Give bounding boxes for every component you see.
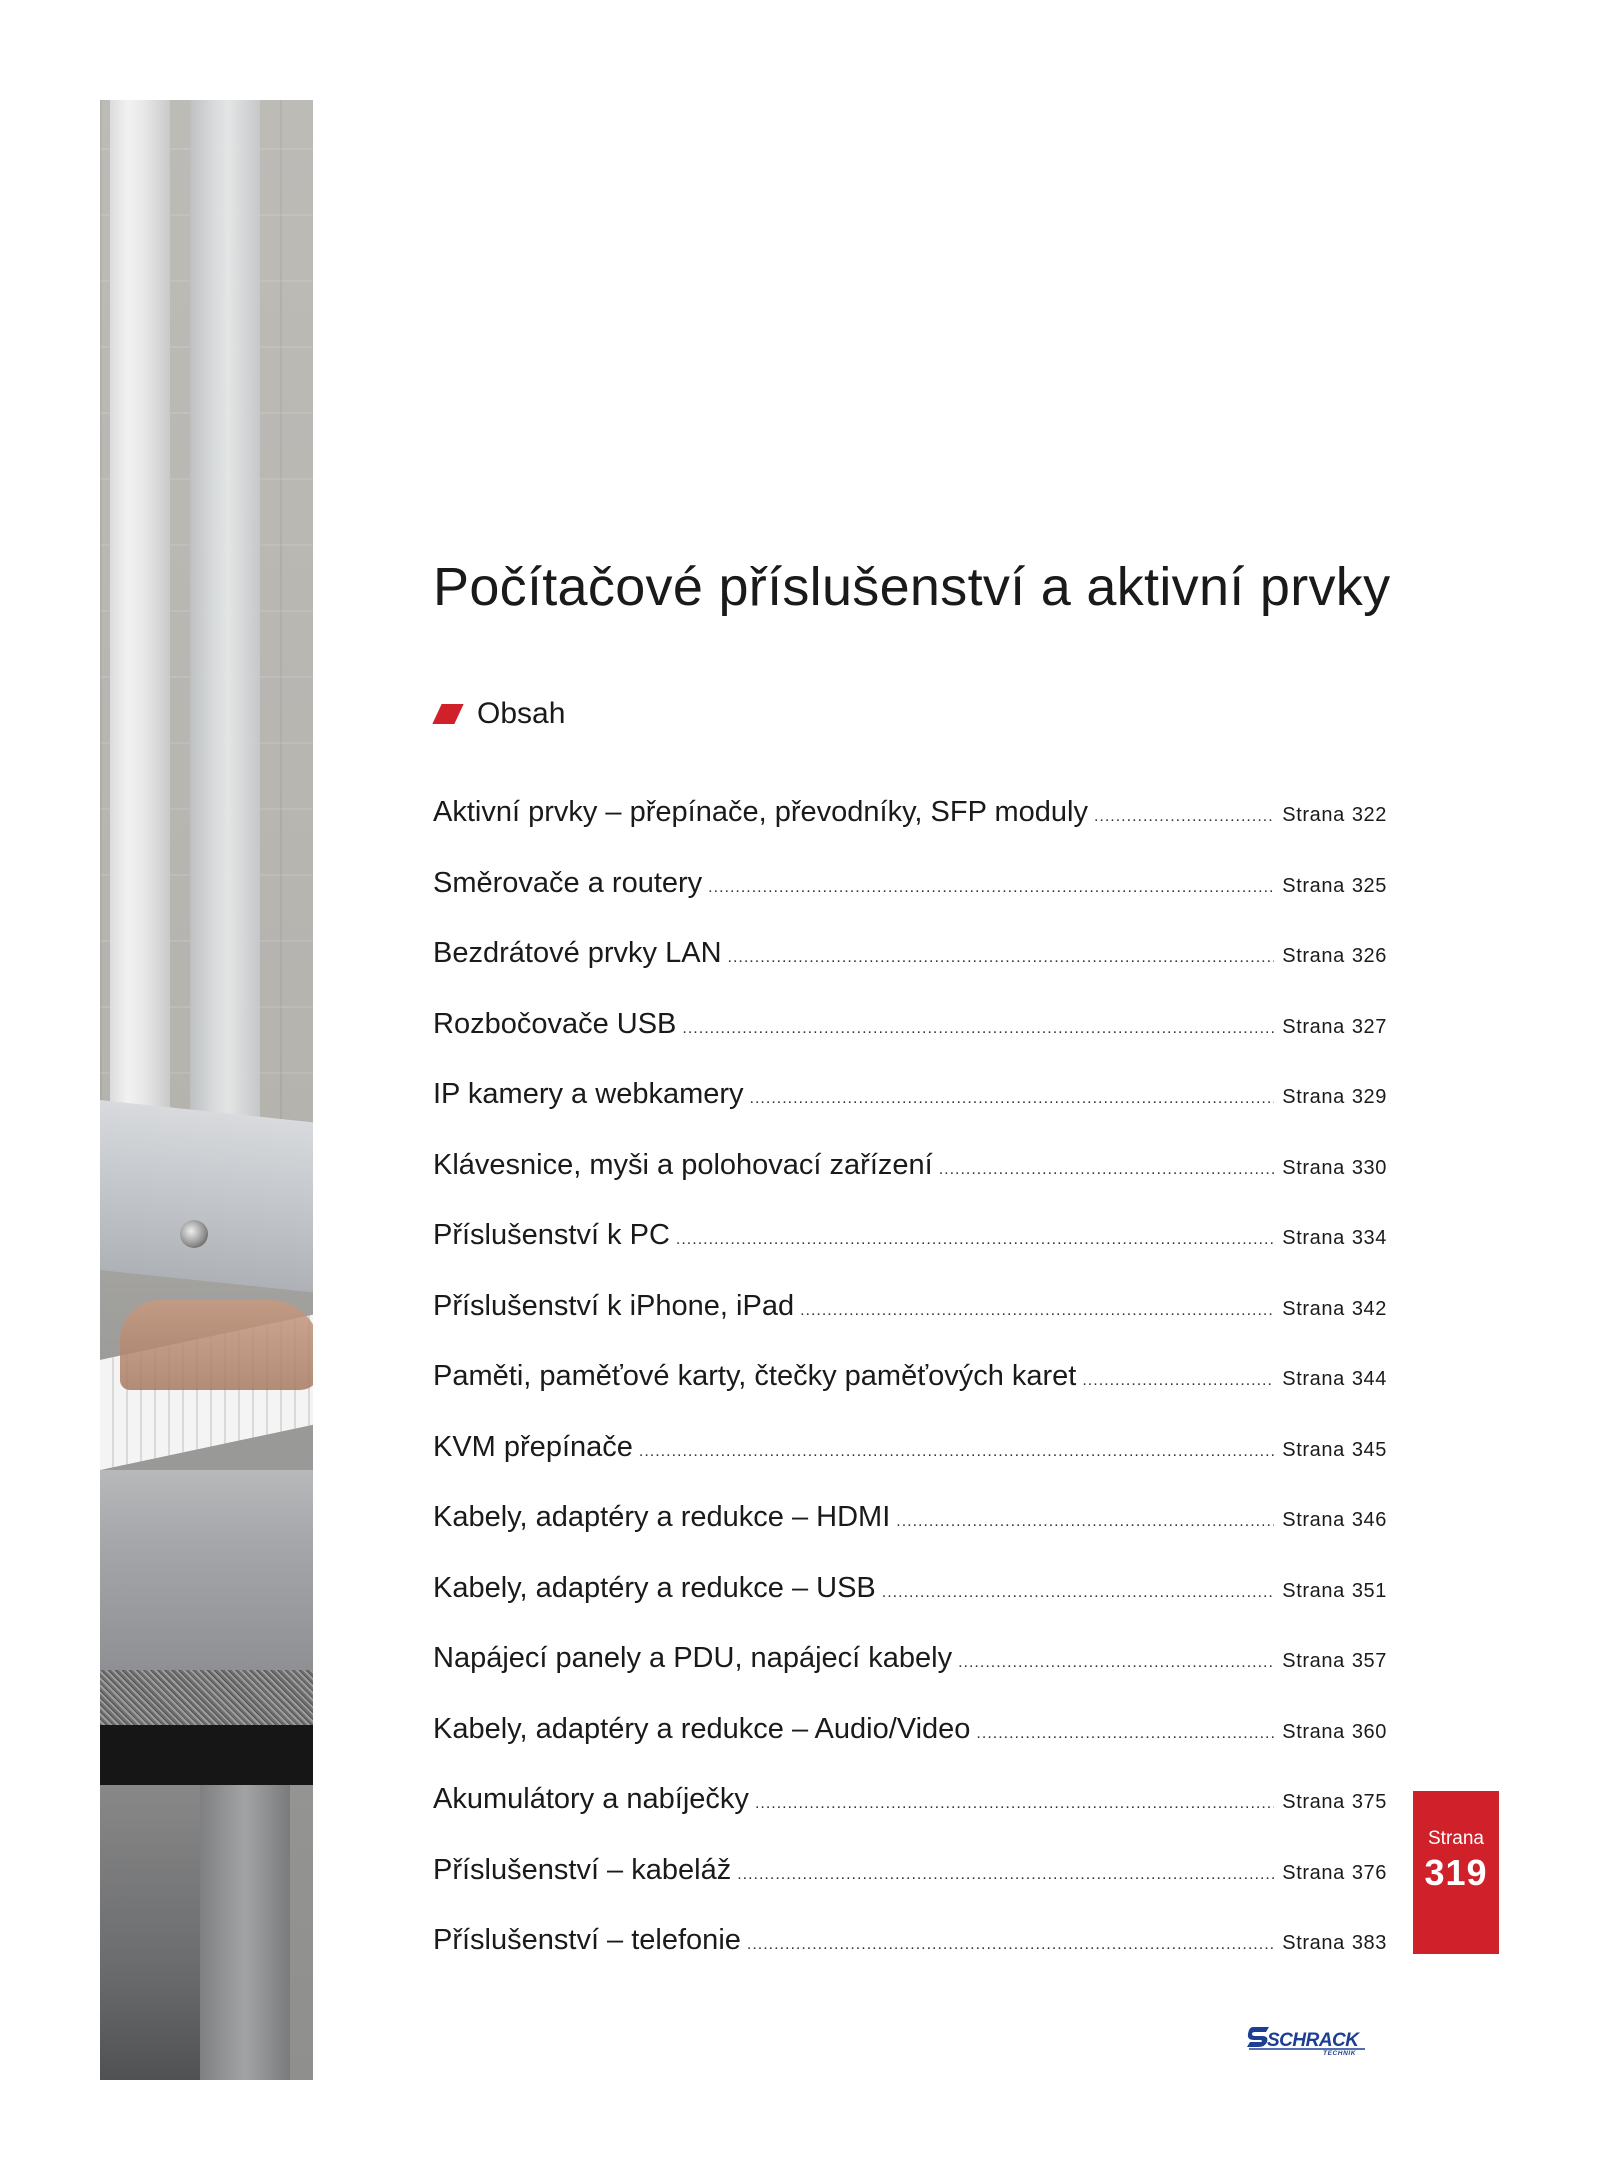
toc-page-ref (1274, 1157, 1387, 1180)
logo-subtext: TECHNIK (1323, 2050, 1357, 2057)
toc-page-number: 326 (1351, 945, 1387, 967)
toc-entry-title: Příslušenství k iPhone, iPad (433, 1289, 795, 1322)
toc-dot-leader (728, 950, 1275, 966)
toc-page-ref (1274, 1862, 1387, 1885)
toc-page-word: Strana (1282, 1579, 1345, 1602)
toc-page-number: 334 (1351, 1227, 1387, 1249)
toc-page-word: Strana (1282, 1650, 1345, 1672)
toc-page-word: Strana (1282, 1086, 1345, 1108)
logo-text: SCHRACK (1267, 2030, 1359, 2051)
toc-page-number: 346 (1351, 1509, 1387, 1531)
toc-page-word: Strana (1282, 1156, 1345, 1179)
toc-entry-title: Kabely, adaptéry a redukce – Audio/Video (433, 1712, 971, 1745)
toc-dot-leader (1094, 809, 1274, 825)
toc-page-word: Strana (1282, 1791, 1345, 1813)
page-tab-word: Strana (1428, 1828, 1484, 1849)
toc-dot-leader (747, 1937, 1274, 1953)
photo-floor (100, 1785, 200, 2080)
toc-dot-leader (639, 1444, 1274, 1460)
toc-entry[interactable] (433, 1642, 1387, 1713)
toc-page-word: Strana (1282, 1015, 1345, 1038)
toc-dot-leader (1082, 1373, 1274, 1389)
section-label: Obsah (477, 697, 566, 730)
toc-page-ref (1274, 804, 1387, 827)
toc-entry[interactable] (433, 1572, 1387, 1643)
page-number-tab (1413, 1791, 1499, 1954)
toc-page-word: Strana (1282, 1227, 1345, 1249)
toc-entry-title: Napájecí panely a PDU, napájecí kabely (433, 1642, 953, 1674)
toc-page-number: 383 (1351, 1932, 1387, 1954)
toc-page-ref (1274, 1650, 1387, 1673)
toc-entry[interactable] (433, 796, 1387, 867)
toc-entry[interactable] (433, 1078, 1387, 1149)
toc-page-number: 322 (1351, 804, 1387, 826)
photo-desk-leg (200, 1785, 290, 2080)
toc-page-number: 342 (1351, 1297, 1387, 1320)
toc-entry-title: Kabely, adaptéry a redukce – USB (433, 1571, 876, 1604)
toc-page-ref (1274, 1580, 1387, 1603)
toc-page-ref (1274, 1932, 1387, 1955)
toc-page-number: 376 (1351, 1861, 1387, 1884)
toc-entry-title: Příslušenství – telefonie (433, 1924, 741, 1956)
toc-dot-leader (882, 1585, 1275, 1601)
toc-entry[interactable] (433, 1219, 1387, 1290)
toc-entry-title: Příslušenství – kabeláž (433, 1853, 732, 1886)
toc-entry[interactable] (433, 1149, 1387, 1220)
toc-dot-leader (976, 1726, 1274, 1742)
section-heading (433, 697, 565, 731)
toc-entry[interactable] (433, 1713, 1387, 1784)
toc-entry[interactable] (433, 1431, 1387, 1502)
toc-entry[interactable] (433, 1008, 1387, 1079)
toc-dot-leader (676, 1232, 1274, 1248)
toc-entry[interactable] (433, 1854, 1387, 1925)
toc-dot-leader (939, 1162, 1275, 1178)
toc-dot-leader (800, 1303, 1274, 1319)
toc-page-ref (1274, 1368, 1387, 1391)
toc-page-word: Strana (1282, 1438, 1345, 1461)
toc-entry-title: IP kamery a webkamery (433, 1078, 744, 1110)
toc-page-ref (1274, 1086, 1387, 1109)
red-marker-icon (432, 704, 463, 724)
toc-page-ref (1274, 1298, 1387, 1321)
toc-page-number: 345 (1351, 1438, 1387, 1461)
photo-frame (100, 1100, 313, 1292)
toc-entry[interactable] (433, 1924, 1387, 1995)
toc-page-number: 360 (1351, 1720, 1387, 1743)
toc-page-word: Strana (1282, 1368, 1345, 1390)
toc-entry-title: KVM přepínače (433, 1430, 633, 1463)
toc-entry[interactable] (433, 867, 1387, 938)
toc-entry-title: Příslušenství k PC (433, 1219, 670, 1251)
toc-page-number: 351 (1351, 1579, 1387, 1602)
photo-pole-second (190, 100, 260, 1140)
toc-page-ref (1274, 1721, 1387, 1744)
photo-knob (180, 1220, 208, 1248)
toc-dot-leader (896, 1514, 1274, 1530)
toc-page-word: Strana (1282, 1297, 1345, 1320)
toc-entry-title: Bezdrátové prvky LAN (433, 937, 722, 969)
toc-page-word: Strana (1282, 1932, 1345, 1954)
photo-desk (100, 1470, 313, 1670)
toc-page-ref (1274, 945, 1387, 968)
toc-page-ref (1274, 1016, 1387, 1039)
toc-entry-title: Paměti, paměťové karty, čtečky paměťových karet (433, 1360, 1077, 1392)
table-of-contents (433, 796, 1387, 1995)
schrack-logo (1245, 2023, 1371, 2057)
toc-page-ref (1274, 1509, 1387, 1532)
toc-page-word: Strana (1282, 804, 1345, 826)
toc-page-word: Strana (1282, 1720, 1345, 1743)
page-title: Počítačové příslušenství a aktivní prvky (433, 557, 1391, 617)
photo-black-base (100, 1725, 313, 1785)
toc-dot-leader (682, 1021, 1274, 1037)
toc-dot-leader (737, 1867, 1274, 1883)
toc-page-number: 325 (1351, 874, 1387, 897)
toc-entry[interactable] (433, 1783, 1387, 1854)
toc-page-number: 329 (1351, 1086, 1387, 1108)
toc-entry[interactable] (433, 937, 1387, 1008)
toc-entry-title: Směrovače a routery (433, 866, 703, 899)
toc-dot-leader (755, 1796, 1274, 1812)
page-number: 319 (1424, 1852, 1488, 1893)
toc-dot-leader (750, 1091, 1275, 1107)
photo-pole (110, 100, 170, 1140)
toc-page-number: 357 (1351, 1650, 1387, 1672)
toc-entry-title: Kabely, adaptéry a redukce – HDMI (433, 1501, 891, 1533)
photo-hand (120, 1300, 313, 1390)
toc-page-ref (1274, 875, 1387, 898)
toc-entry-title: Klávesnice, myši a polohovací zařízení (433, 1148, 933, 1181)
toc-page-ref (1274, 1439, 1387, 1462)
toc-page-number: 375 (1351, 1791, 1387, 1813)
toc-page-word: Strana (1282, 945, 1345, 967)
toc-entry-title: Rozbočovače USB (433, 1007, 677, 1040)
toc-page-number: 330 (1351, 1156, 1387, 1179)
toc-entry[interactable] (433, 1290, 1387, 1361)
toc-entry[interactable] (433, 1501, 1387, 1572)
toc-page-number: 327 (1351, 1015, 1387, 1038)
toc-entry-title: Akumulátory a nabíječky (433, 1783, 749, 1815)
office-desk-photo (100, 100, 313, 2080)
toc-page-word: Strana (1282, 1861, 1345, 1884)
toc-page-ref (1274, 1227, 1387, 1250)
toc-page-word: Strana (1282, 1509, 1345, 1531)
toc-dot-leader (958, 1655, 1274, 1671)
toc-page-word: Strana (1282, 874, 1345, 897)
toc-entry-title: Aktivní prvky – přepínače, převodníky, SFP moduly (433, 796, 1088, 828)
toc-entry[interactable] (433, 1360, 1387, 1431)
toc-page-ref (1274, 1791, 1387, 1814)
photo-granite-top (100, 1670, 313, 1725)
toc-page-number: 344 (1351, 1368, 1387, 1390)
toc-dot-leader (708, 880, 1274, 896)
